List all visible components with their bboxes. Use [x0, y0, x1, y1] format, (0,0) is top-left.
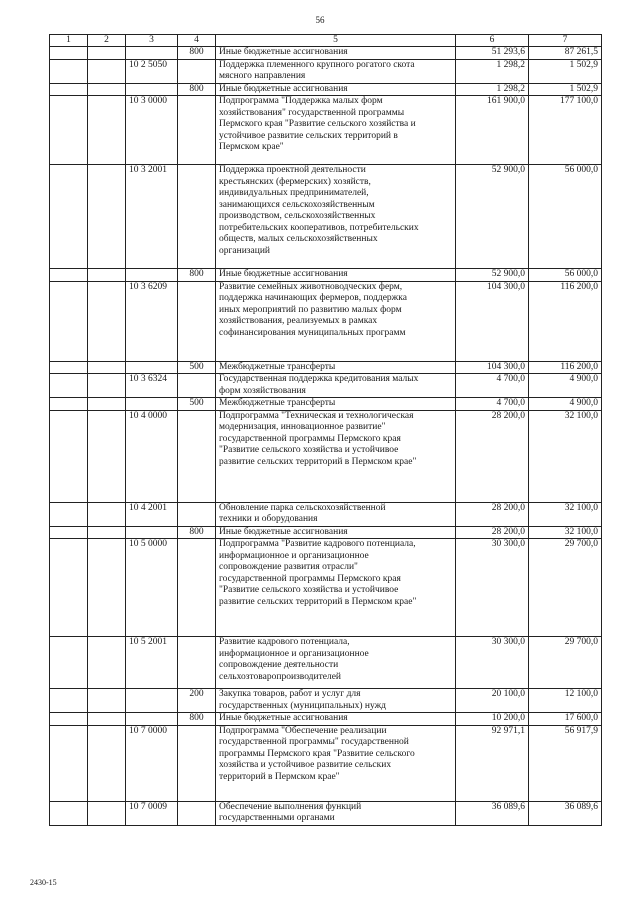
- classification-code: [126, 47, 178, 60]
- item-description-text: Поддержка проектной деятельности крестьянских (фермерских) хозяйств, индивидуальных предпринимателей, занимающихся сельскохозяйственным производством, сельскохозяйственных потребительских кооперативов, потребительских обществ, малых сельскохозяйственных организаций: [219, 165, 419, 256]
- item-description-text: Иные бюджетные ассигнования: [219, 713, 348, 723]
- amount-year-1: 28 200,0: [456, 502, 529, 526]
- table-row: [50, 47, 602, 60]
- amount-year-2: 12 100,0: [529, 689, 602, 713]
- amount-year-1: 30 300,0: [456, 637, 529, 689]
- item-description-text: Развитие кадрового потенциала, информационное и организационное сопровождение деятельности сельхозтоваропроизводителей: [219, 637, 369, 682]
- expense-type-code: 800: [178, 83, 216, 96]
- amount-year-2: 116 200,0: [529, 281, 602, 361]
- item-description-text: Межбюджетные трансферты: [219, 398, 336, 408]
- amount-year-2: 1 502,9: [529, 83, 602, 96]
- item-description: [216, 83, 456, 96]
- table-row: [50, 165, 602, 269]
- amount-year-1: 28 200,0: [456, 526, 529, 539]
- classification-code: 10 2 5050: [126, 59, 178, 83]
- header-cell-5: 5: [216, 35, 456, 47]
- amount-year-2: 4 900,0: [529, 374, 602, 398]
- item-description: [216, 410, 456, 502]
- item-description: [216, 526, 456, 539]
- empty-cell: [50, 539, 88, 637]
- empty-cell: [88, 165, 126, 269]
- empty-cell: [50, 269, 88, 282]
- empty-cell: [88, 502, 126, 526]
- expense-type-code: [178, 725, 216, 801]
- amount-year-1: 10 200,0: [456, 713, 529, 726]
- table-row: [50, 539, 602, 637]
- empty-cell: [88, 374, 126, 398]
- empty-cell: [88, 83, 126, 96]
- empty-cell: [50, 361, 88, 374]
- empty-cell: [88, 47, 126, 60]
- empty-cell: [50, 59, 88, 83]
- item-description: [216, 374, 456, 398]
- amount-year-2: 87 261,5: [529, 47, 602, 60]
- empty-cell: [88, 539, 126, 637]
- empty-cell: [50, 398, 88, 411]
- empty-cell: [50, 689, 88, 713]
- table-row: [50, 269, 602, 282]
- amount-year-2: 29 700,0: [529, 637, 602, 689]
- empty-cell: [50, 47, 88, 60]
- item-description: [216, 725, 456, 801]
- empty-cell: [50, 713, 88, 726]
- item-description-text: Подпрограмма "Техническая и технологическая модернизация, инновационное развитие" государственной программы Пермского края "Развитие сельского хозяйства и устойчивое развитие сельских территорий в Пермском крае": [219, 410, 417, 467]
- empty-cell: [88, 725, 126, 801]
- item-description: [216, 59, 456, 83]
- amount-year-1: 51 293,6: [456, 47, 529, 60]
- empty-cell: [50, 725, 88, 801]
- empty-cell: [88, 361, 126, 374]
- classification-code: 10 4 0000: [126, 410, 178, 502]
- table-row: [50, 374, 602, 398]
- empty-cell: [50, 502, 88, 526]
- classification-code: [126, 269, 178, 282]
- item-description: [216, 96, 456, 165]
- classification-code: [126, 526, 178, 539]
- classification-code: [126, 713, 178, 726]
- classification-code: 10 3 6209: [126, 281, 178, 361]
- table-row: [50, 83, 602, 96]
- item-description: [216, 398, 456, 411]
- amount-year-2: 1 502,9: [529, 59, 602, 83]
- classification-code: 10 5 2001: [126, 637, 178, 689]
- table-row: [50, 361, 602, 374]
- page-number: 56: [315, 15, 325, 25]
- item-description: [216, 689, 456, 713]
- expense-type-code: [178, 539, 216, 637]
- empty-cell: [50, 637, 88, 689]
- header-row: [50, 35, 602, 47]
- expense-type-code: [178, 59, 216, 83]
- amount-year-2: 4 900,0: [529, 398, 602, 411]
- item-description-text: Подпрограмма "Поддержка малых форм хозяйствования" государственной программы Пермского края "Развитие сельского хозяйства и устойчивое развитие сельских территорий в Пермском крае": [219, 96, 416, 152]
- header-cell-1: 1: [50, 35, 88, 47]
- empty-cell: [88, 713, 126, 726]
- item-description-text: Иные бюджетные ассигнования: [219, 269, 348, 279]
- expense-type-code: 800: [178, 269, 216, 282]
- expense-type-code: 800: [178, 526, 216, 539]
- amount-year-1: 92 971,1: [456, 725, 529, 801]
- empty-cell: [88, 398, 126, 411]
- footer-document-code: 2430-15: [30, 878, 57, 887]
- classification-code: 10 4 2001: [126, 502, 178, 526]
- header-cell-2: 2: [88, 35, 126, 47]
- empty-cell: [88, 410, 126, 502]
- expense-type-code: [178, 637, 216, 689]
- classification-code: 10 3 6324: [126, 374, 178, 398]
- item-description: [216, 269, 456, 282]
- expense-type-code: [178, 801, 216, 825]
- expense-type-code: [178, 281, 216, 361]
- classification-code: [126, 398, 178, 411]
- classification-code: 10 5 0000: [126, 539, 178, 637]
- item-description-text: Обновление парка сельскохозяйственной техники и оборудования: [219, 502, 386, 524]
- item-description-text: Межбюджетные трансферты: [219, 361, 336, 372]
- amount-year-2: 36 089,6: [529, 801, 602, 825]
- expense-type-code: [178, 374, 216, 398]
- item-description-text: Закупка товаров, работ и услуг для государственных (муниципальных) нужд: [219, 689, 386, 711]
- empty-cell: [88, 269, 126, 282]
- amount-year-1: 20 100,0: [456, 689, 529, 713]
- empty-cell: [50, 96, 88, 165]
- empty-cell: [50, 801, 88, 825]
- item-description: [216, 713, 456, 726]
- classification-code: [126, 83, 178, 96]
- amount-year-1: 52 900,0: [456, 165, 529, 269]
- empty-cell: [50, 410, 88, 502]
- empty-cell: [88, 637, 126, 689]
- table-row: [50, 502, 602, 526]
- expense-type-code: 800: [178, 47, 216, 60]
- item-description: [216, 281, 456, 361]
- table-row: [50, 526, 602, 539]
- expense-type-code: 500: [178, 398, 216, 411]
- amount-year-2: 29 700,0: [529, 539, 602, 637]
- table-row: [50, 637, 602, 689]
- amount-year-2: 116 200,0: [529, 361, 602, 374]
- expense-type-code: [178, 502, 216, 526]
- item-description-text: Иные бюджетные ассигнования: [219, 526, 348, 537]
- header-cell-4: 4: [178, 35, 216, 47]
- expense-type-code: 800: [178, 713, 216, 726]
- item-description: [216, 502, 456, 526]
- amount-year-2: 32 100,0: [529, 526, 602, 539]
- table-row: [50, 713, 602, 726]
- item-description: [216, 361, 456, 374]
- item-description-text: Иные бюджетные ассигнования: [219, 47, 348, 57]
- empty-cell: [88, 526, 126, 539]
- header-cell-7: 7: [529, 35, 602, 47]
- item-description: [216, 637, 456, 689]
- item-description: [216, 47, 456, 60]
- table-row: [50, 801, 602, 825]
- amount-year-1: 28 200,0: [456, 410, 529, 502]
- table-row: [50, 689, 602, 713]
- amount-year-1: 161 900,0: [456, 96, 529, 165]
- amount-year-1: 4 700,0: [456, 398, 529, 411]
- empty-cell: [88, 689, 126, 713]
- empty-cell: [50, 281, 88, 361]
- classification-code: 10 7 0000: [126, 725, 178, 801]
- item-description-text: Обеспечение выполнения функций государственными органами: [219, 801, 362, 823]
- item-description-text: Подпрограмма "Развитие кадрового потенциала, информационное и организационное сопровождение развития отрасли" государственной программы Пермского края "Развитие сельского хозяйства и устойчивое развитие сельских территорий в Пермском крае": [219, 539, 417, 607]
- amount-year-2: 56 917,9: [529, 725, 602, 801]
- classification-code: 10 3 2001: [126, 165, 178, 269]
- item-description-text: Поддержка племенного крупного рогатого скота мясного направления: [219, 59, 415, 81]
- header-cell-6: 6: [456, 35, 529, 47]
- expense-type-code: [178, 410, 216, 502]
- header-cell-3: 3: [126, 35, 178, 47]
- amount-year-1: 52 900,0: [456, 269, 529, 282]
- item-description: [216, 539, 456, 637]
- empty-cell: [88, 59, 126, 83]
- empty-cell: [50, 165, 88, 269]
- amount-year-2: 32 100,0: [529, 502, 602, 526]
- amount-year-1: 1 298,2: [456, 83, 529, 96]
- table-row: [50, 59, 602, 83]
- amount-year-1: 4 700,0: [456, 374, 529, 398]
- empty-cell: [88, 96, 126, 165]
- amount-year-2: 17 600,0: [529, 713, 602, 726]
- amount-year-1: 1 298,2: [456, 59, 529, 83]
- table-row: [50, 410, 602, 502]
- table-row: [50, 398, 602, 411]
- item-description-text: Подпрограмма "Обеспечение реализации государственной программы" государственной программы Пермского края "Развитие сельского хозяйства и устойчивое развитие сельских территорий в Пермском крае": [219, 725, 415, 782]
- table-row: [50, 281, 602, 361]
- item-description-text: Развитие семейных животноводческих ферм, поддержка начинающих фермеров, поддержка иных мероприятий по развитию малых форм хозяйствования, реализуемых в рамках софинансирования муниципальных программ: [219, 281, 407, 338]
- amount-year-1: 36 089,6: [456, 801, 529, 825]
- classification-code: 10 3 0000: [126, 96, 178, 165]
- expense-type-code: 500: [178, 361, 216, 374]
- amount-year-1: 104 300,0: [456, 361, 529, 374]
- amount-year-1: 30 300,0: [456, 539, 529, 637]
- classification-code: 10 7 0009: [126, 801, 178, 825]
- expense-type-code: [178, 96, 216, 165]
- classification-code: [126, 689, 178, 713]
- budget-table: [49, 34, 602, 826]
- item-description-text: Иные бюджетные ассигнования: [219, 83, 348, 94]
- table-row: [50, 725, 602, 801]
- empty-cell: [88, 281, 126, 361]
- item-description-text: Государственная поддержка кредитования малых форм хозяйствования: [219, 374, 419, 396]
- expense-type-code: 200: [178, 689, 216, 713]
- table-row: [50, 96, 602, 165]
- amount-year-2: 32 100,0: [529, 410, 602, 502]
- empty-cell: [50, 526, 88, 539]
- amount-year-2: 177 100,0: [529, 96, 602, 165]
- item-description: [216, 165, 456, 269]
- amount-year-2: 56 000,0: [529, 269, 602, 282]
- expense-type-code: [178, 165, 216, 269]
- classification-code: [126, 361, 178, 374]
- empty-cell: [50, 83, 88, 96]
- empty-cell: [50, 374, 88, 398]
- amount-year-2: 56 000,0: [529, 165, 602, 269]
- empty-cell: [88, 801, 126, 825]
- amount-year-1: 104 300,0: [456, 281, 529, 361]
- item-description: [216, 801, 456, 825]
